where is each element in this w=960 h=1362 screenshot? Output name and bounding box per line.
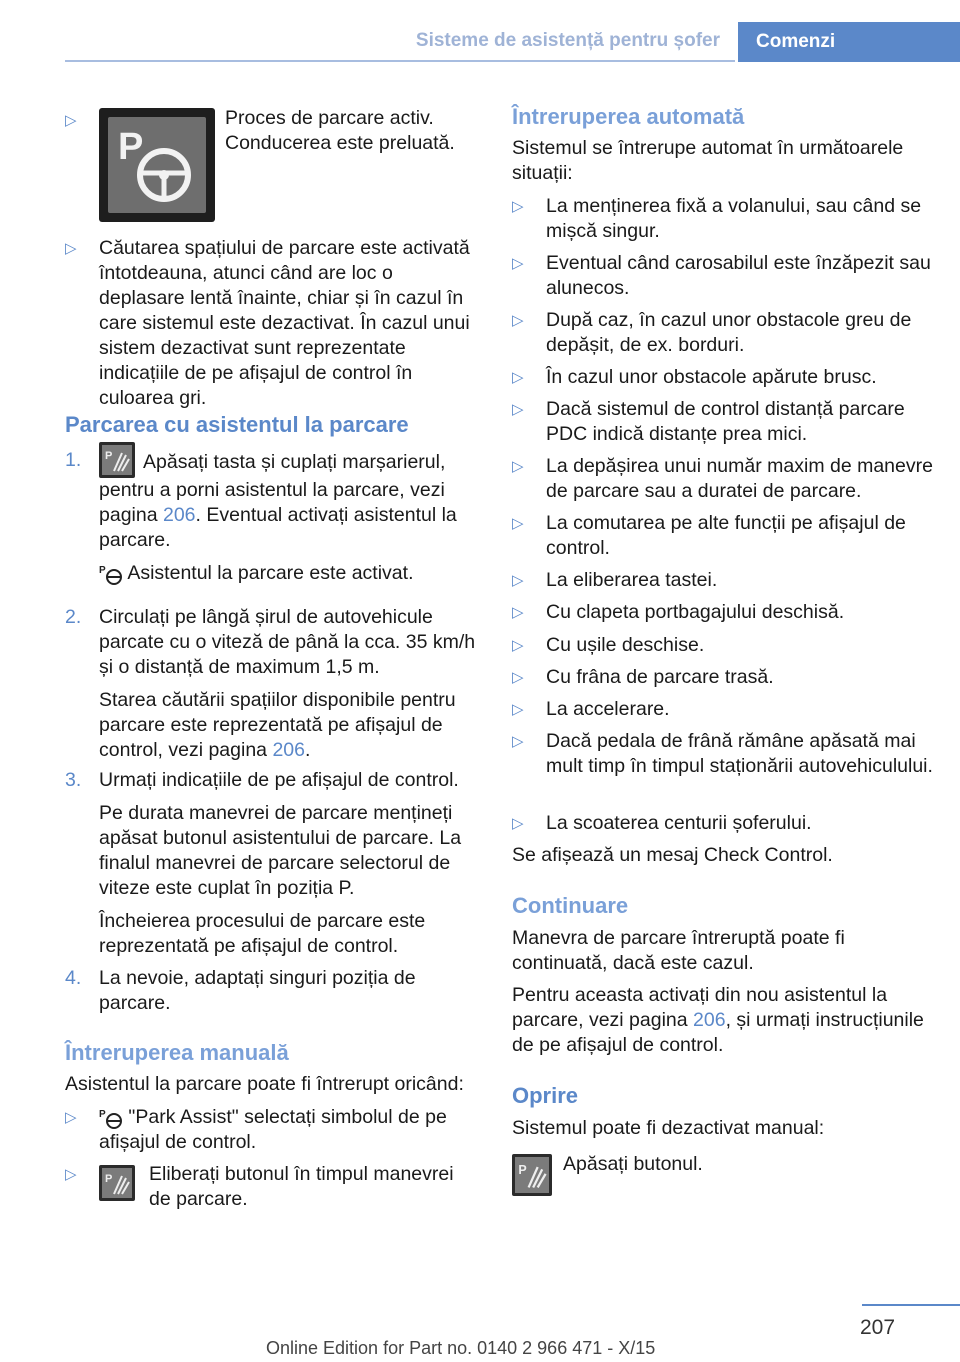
paragraph: Se afișează un mesaj Check Control. bbox=[512, 844, 833, 866]
page-number: 207 bbox=[860, 1316, 896, 1339]
item-text: Căutarea spațiului de parcare este activată întotdeauna, atunci când are loc o deplasare lentă înainte, chiar și în cazul în care sistemul este dezactivat. În cazul unui sistem dezactivat sunt reprezentate indicațiile de pe afișajul de control în culoarea gri. bbox=[99, 237, 470, 409]
triangle-right-icon: ▷ bbox=[512, 401, 524, 418]
triangle-right-icon: ▷ bbox=[65, 1109, 77, 1126]
svg-text:P: P bbox=[99, 1108, 106, 1120]
item-text: La eliberarea tastei. bbox=[546, 569, 718, 591]
list-item bbox=[512, 697, 937, 722]
list-item bbox=[512, 194, 937, 244]
park-assist-steering-icon bbox=[99, 562, 123, 586]
triangle-right-icon: ▷ bbox=[512, 198, 524, 215]
svg-text:P: P bbox=[105, 450, 113, 462]
header-rule bbox=[65, 60, 735, 62]
item-text: La menținerea fixă a volanului, sau când se mișcă singur. bbox=[546, 195, 922, 242]
list-item bbox=[512, 397, 937, 447]
step-text: Urmați indicațiile de pe afișajul de control. bbox=[99, 769, 459, 791]
paragraph: Asistentul la parcare poate fi întrerupt oricând: bbox=[65, 1073, 464, 1095]
paragraph: Sistemul poate fi dezactivat manual: bbox=[512, 1117, 825, 1139]
step-text: Circulați pe lângă șirul de autovehicule parcate cu o viteză de până la cca. 35 km/h și o distanță de maximum 1,5 m. bbox=[99, 606, 476, 678]
triangle-right-icon: ▷ bbox=[512, 312, 524, 329]
triangle-right-icon: ▷ bbox=[65, 112, 77, 129]
step-item bbox=[65, 448, 477, 586]
paragraph bbox=[512, 983, 937, 1058]
item-text: Cu clapeta portbagajului deschisă. bbox=[546, 601, 845, 623]
list-item bbox=[512, 365, 937, 390]
step-number: 4. bbox=[65, 967, 82, 989]
triangle-right-icon: ▷ bbox=[512, 701, 524, 718]
item-text: Cu frâna de parcare trasă. bbox=[546, 666, 774, 688]
item-text: La comutarea pe alte funcții pe afișajul de control. bbox=[546, 512, 906, 559]
triangle-right-icon: ▷ bbox=[65, 240, 77, 257]
item-text: Eventual când carosabilul este înzăpezit sau alunecos. bbox=[546, 252, 931, 299]
list-item bbox=[512, 633, 937, 658]
chapter-tab[interactable]: Comenzi bbox=[738, 22, 960, 62]
paragraph-text: , și urmați instrucțiunile de pe afișajul de control. bbox=[512, 1009, 924, 1056]
note-text: Pe durata manevrei de parcare mențineți apăsat butonul asistentului de parcare. La finalul manevrei de parcare selectorul de viteze este cuplat în poziția P. bbox=[99, 802, 462, 899]
item-text: Proces de parcare activ. Conducerea este preluată. bbox=[225, 107, 455, 154]
heading-continue: Continuare bbox=[512, 893, 629, 918]
footer-rule bbox=[862, 1304, 960, 1306]
note-text: Încheierea procesului de parcare este reprezentată pe afișajul de control. bbox=[99, 910, 426, 957]
note-text: Asistentul la parcare este activat. bbox=[127, 562, 414, 584]
list-item bbox=[512, 665, 937, 690]
heading-manual: Întreruperea manuală bbox=[65, 1040, 289, 1065]
step-item bbox=[65, 966, 477, 1016]
list-item bbox=[512, 811, 937, 836]
park-assist-button-icon bbox=[99, 1165, 135, 1201]
list-item bbox=[512, 308, 937, 358]
paragraph: Manevra de parcare întreruptă poate fi continuată, dacă este cazul. bbox=[512, 927, 845, 974]
list-item bbox=[512, 251, 937, 301]
triangle-right-icon: ▷ bbox=[512, 604, 524, 621]
list-item bbox=[512, 568, 937, 593]
step-number: 1. bbox=[65, 449, 82, 471]
page-link[interactable]: 206 bbox=[162, 504, 196, 526]
item-text: La depășirea unui număr maxim de manevre de parcare sau a duratei de parcare. bbox=[546, 455, 933, 502]
item-text: Dacă pedala de frână rămâne apăsată mai mult timp în timpul staționării autovehiculului. bbox=[546, 730, 933, 777]
step-number: 3. bbox=[65, 769, 82, 791]
park-assist-button-icon bbox=[512, 1154, 552, 1196]
triangle-right-icon: ▷ bbox=[512, 572, 524, 589]
page-header bbox=[0, 0, 960, 62]
list-item bbox=[512, 600, 937, 625]
triangle-right-icon: ▷ bbox=[512, 669, 524, 686]
list-item bbox=[512, 511, 937, 561]
note-text: Starea căutării spațiilor disponibile pentru parcare este reprezentată pe afișajul de control, vezi pagina bbox=[99, 689, 456, 761]
triangle-right-icon: ▷ bbox=[512, 515, 524, 532]
paragraph: Sistemul se întrerupe automat în următoarele situații: bbox=[512, 137, 904, 184]
svg-text:P: P bbox=[118, 126, 144, 168]
item-text: După caz, în cazul unor obstacole greu de depășit, de ex. borduri. bbox=[546, 309, 912, 356]
svg-text:P: P bbox=[518, 1162, 527, 1177]
triangle-right-icon: ▷ bbox=[512, 637, 524, 654]
step-text: . Eventual activați asistentul la parcare. bbox=[99, 504, 457, 551]
svg-text:P: P bbox=[105, 1173, 113, 1185]
step-number: 2. bbox=[65, 606, 82, 628]
park-assist-active-icon bbox=[99, 108, 215, 222]
step-item bbox=[65, 605, 477, 763]
item-text: Cu ușile deschise. bbox=[546, 634, 705, 656]
step-item bbox=[65, 768, 477, 959]
park-assist-button-icon bbox=[99, 442, 135, 478]
triangle-right-icon: ▷ bbox=[512, 458, 524, 475]
item-text: La accelerare. bbox=[546, 698, 670, 720]
page-link[interactable]: 206 bbox=[272, 739, 305, 761]
triangle-right-icon: ▷ bbox=[512, 733, 524, 750]
triangle-right-icon: ▷ bbox=[512, 369, 524, 386]
stop-action-text: Apăsați butonul. bbox=[563, 1153, 703, 1175]
list-item bbox=[512, 729, 937, 779]
heading-stop: Oprire bbox=[512, 1083, 579, 1108]
item-text: Dacă sistemul de control distanță parcare PDC indică distanțe prea mici. bbox=[546, 398, 905, 445]
page-link[interactable]: 206 bbox=[693, 1009, 726, 1031]
edition-line: Online Edition for Part no. 0140 2 966 471 - X/15 bbox=[266, 1338, 656, 1358]
triangle-right-icon: ▷ bbox=[65, 1166, 77, 1183]
list-item bbox=[65, 1105, 477, 1155]
heading-auto: Întreruperea automată bbox=[512, 104, 745, 129]
triangle-right-icon: ▷ bbox=[512, 815, 524, 832]
park-assist-steering-icon bbox=[99, 1106, 123, 1130]
note-text: . bbox=[305, 739, 311, 761]
paragraph-text: Pentru aceasta activați din nou asistentul la parcare, vezi pagina bbox=[512, 984, 888, 1031]
list-item bbox=[512, 454, 937, 504]
heading-parking: Parcarea cu asistentul la parcare bbox=[65, 412, 409, 437]
list-item bbox=[65, 236, 477, 411]
step-text: La nevoie, adaptați singuri poziția de parcare. bbox=[99, 967, 416, 1014]
list-item bbox=[65, 1162, 477, 1212]
item-text: La scoaterea centurii șoferului. bbox=[546, 812, 812, 834]
step-text: Apăsați tasta și cuplați marșarierul, pentru a porni asistentul la parcare, vezi pagina bbox=[99, 451, 446, 526]
section-title: Sisteme de asistență pentru șofer bbox=[415, 30, 720, 51]
item-text: În cazul unor obstacole apărute brusc. bbox=[546, 366, 877, 388]
item-text: Eliberați butonul în timpul manevrei de parcare. bbox=[149, 1163, 454, 1210]
triangle-right-icon: ▷ bbox=[512, 255, 524, 272]
svg-text:P: P bbox=[99, 564, 106, 576]
item-text: "Park Assist" selectați simbolul de pe afișajul de control. bbox=[99, 1106, 447, 1153]
